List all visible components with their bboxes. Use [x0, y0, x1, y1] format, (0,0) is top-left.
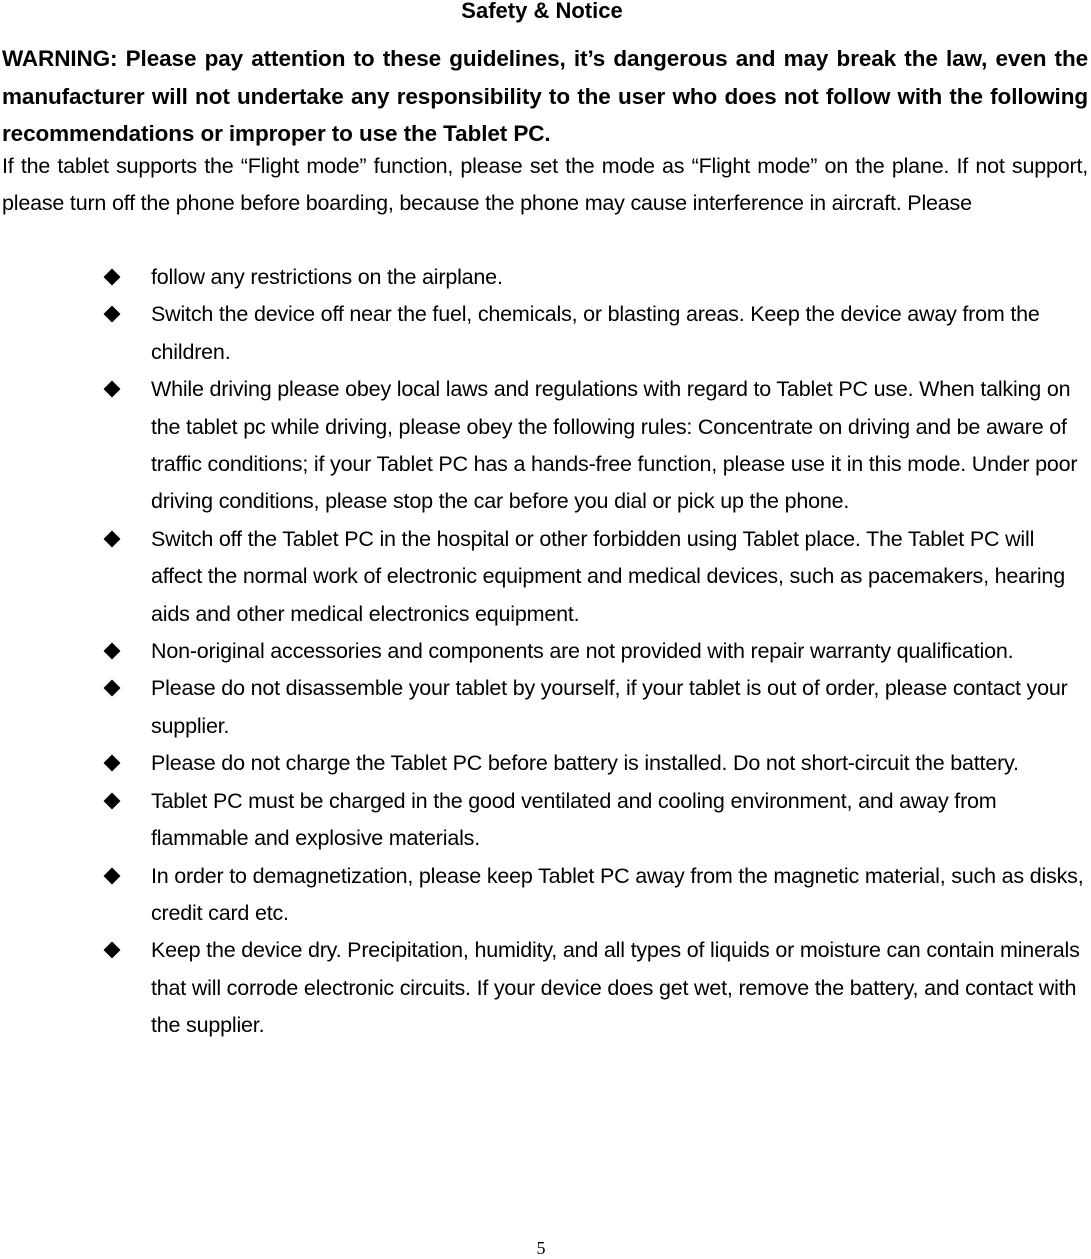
list-item-text: follow any restrictions on the airplane. — [151, 265, 503, 289]
list-item-text: Please do not disassemble your tablet by yourself, if your tablet is out of order, please contact your supplier. — [151, 676, 1068, 738]
list-item-text: Switch the device off near the fuel, chemicals, or blasting areas. Keep the device away from the children. — [151, 302, 1040, 364]
list-item — [0, 633, 1089, 670]
list-item — [0, 932, 1089, 1044]
intro-paragraph: If the tablet supports the “Flight mode” function, please set the mode as “Flight mode” on the plane. If not support, please turn off the phone before boarding, because the phone may cause interference in aircraft. Please — [2, 154, 1088, 215]
list-item — [0, 670, 1089, 745]
page-title: Safety & Notice — [461, 0, 623, 23]
list-item — [0, 858, 1089, 933]
list-item-text: In order to demagnetization, please keep Tablet PC away from the magnetic material, such as disks, credit card etc. — [151, 863, 1084, 925]
diamond-bullet-icon — [104, 755, 121, 772]
diamond-bullet-icon — [104, 792, 121, 809]
list-item-text: While driving please obey local laws and regulations with regard to Tablet PC use. When talking on the tablet pc while driving, please obey the following rules: Concentrate on driving and be aware of traffic conditions; if your Tablet PC has a hands-free function, please use it in this mode. Under poor driving conditions, please stop the car before you dial or pick up the phone. — [151, 377, 1078, 514]
list-item — [0, 783, 1089, 858]
list-item-text: Keep the device dry. Precipitation, humidity, and all types of liquids or moisture can contain minerals that will corrode electronic circuits. If your device does get wet, remove the battery, and contact with the supplier. — [151, 938, 1080, 1038]
safety-list — [0, 259, 1091, 1045]
list-item-text: Switch off the Tablet PC in the hospital or other forbidden using Tablet place. The Tablet PC will affect the normal work of electronic equipment and medical devices, such as pacemakers, hearing aids and other medical electronics equipment. — [151, 526, 1065, 626]
list-item-text: Tablet PC must be charged in the good ventilated and cooling environment, and away from flammable and explosive materials. — [151, 788, 997, 851]
list-item — [0, 259, 1089, 296]
diamond-bullet-icon — [104, 867, 121, 884]
list-item — [0, 371, 1089, 521]
diamond-bullet-icon — [104, 269, 121, 286]
warning-paragraph: WARNING: Please pay attention to these guidelines, it’s dangerous and may break the law, even the manufacturer will not undertake any responsibility to the user who does not follow with the following recommendations or improper to use the Tablet PC. — [2, 46, 1088, 146]
list-item — [0, 521, 1089, 633]
diamond-bullet-icon — [104, 680, 121, 697]
page-number: 5 — [536, 1238, 546, 1258]
list-item — [0, 296, 1089, 371]
list-item-text: Non-original accessories and components are not provided with repair warranty qualification. — [151, 639, 1014, 664]
diamond-bullet-icon — [104, 643, 121, 660]
diamond-bullet-icon — [104, 306, 121, 323]
list-item-text: Please do not charge the Tablet PC before battery is installed. Do not short-circuit the battery. — [151, 751, 1019, 776]
diamond-bullet-icon — [104, 530, 121, 547]
diamond-bullet-icon — [104, 942, 121, 959]
diamond-bullet-icon — [104, 381, 121, 398]
list-item — [0, 745, 1089, 782]
